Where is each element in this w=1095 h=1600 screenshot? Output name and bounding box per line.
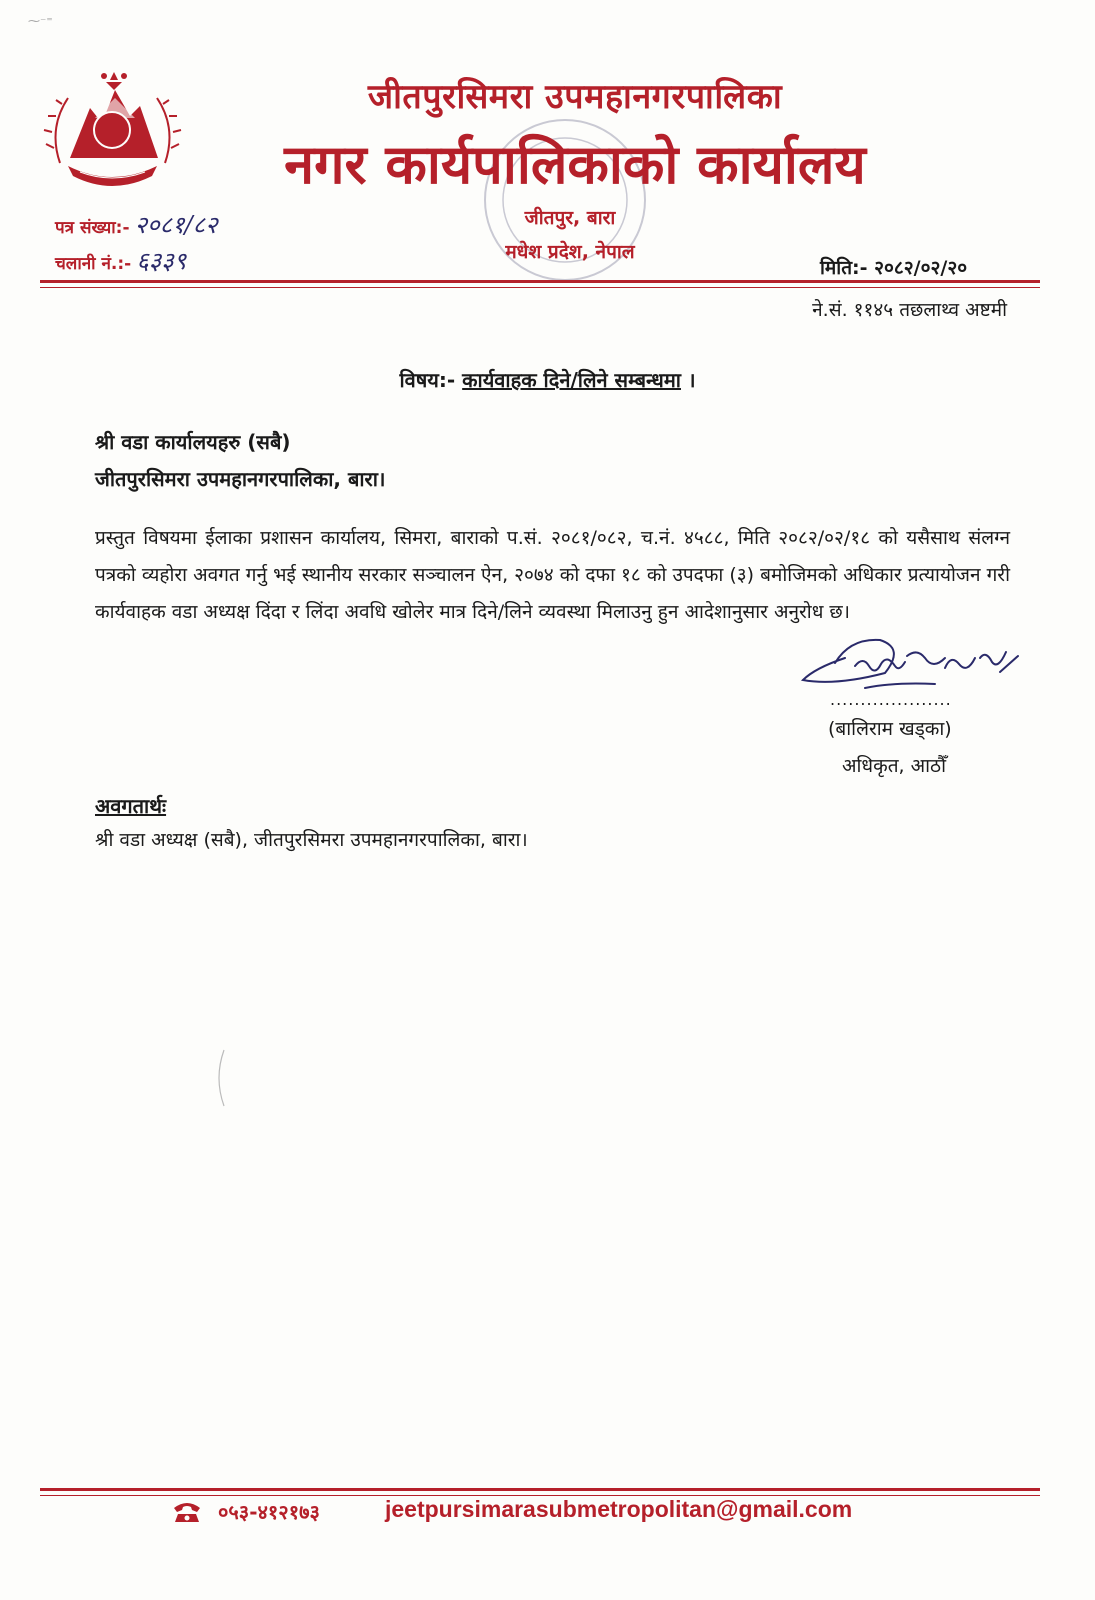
- recipient-line-2: जीतपुरसिमरा उपमहानगरपालिका, बारा।: [95, 467, 386, 491]
- office-name: नगर कार्यपालिकाको कार्यालय: [284, 133, 866, 196]
- nepal-sambat-date: ने.सं. ११४५ तछलाथ्व अष्टमी: [812, 299, 1007, 321]
- nepal-emblem-icon: [40, 68, 185, 198]
- address-line-2: मधेश प्रदेश, नेपाल: [505, 241, 635, 263]
- subject-label: विषय:-: [399, 368, 456, 392]
- signature-dots: ....................: [830, 690, 952, 709]
- telephone-icon: [172, 1500, 202, 1524]
- recipient-line-1: श्री वडा कार्यालयहरु (सबै): [95, 430, 291, 454]
- footer-rule: [40, 1488, 1040, 1491]
- patra-label: पत्र संख्या:-: [55, 218, 130, 238]
- signatory-post: अधिकृत, आठौँ: [842, 755, 947, 777]
- signatory-name: (बालिराम खड्का): [828, 718, 952, 740]
- date-value: २०८२/०२/२०: [874, 257, 968, 279]
- cc-heading: अवगतार्थः: [95, 794, 167, 818]
- subject-end: ।: [687, 368, 696, 392]
- letter-date: [820, 254, 967, 280]
- footer-phone: ०५३-४१२१७३: [218, 1500, 320, 1524]
- org-name: जीतपुरसिमरा उपमहानगरपालिका: [367, 77, 783, 117]
- cc-text: श्री वडा अध्यक्ष (सबै), जीतपुरसिमरा उपमहानगरपालिका, बारा।: [95, 829, 528, 851]
- scan-artifact-mark: [212, 1048, 226, 1108]
- patra-value: २०८१/८२: [134, 211, 218, 239]
- subject-line: [0, 366, 1095, 393]
- header-rule: [40, 280, 1040, 283]
- date-label: मिति:-: [820, 257, 868, 279]
- chalani-value: ६३३९: [136, 247, 187, 275]
- chalani-label: चलानी नं.:-: [55, 254, 132, 274]
- address-line-1: जीतपुर, बारा: [524, 207, 616, 229]
- subject-text: कार्यवाहक दिने/लिने सम्बन्धमा: [462, 368, 681, 392]
- patra-sankhya: [55, 208, 218, 241]
- letter-body: प्रस्तुत विषयमा ईलाका प्रशासन कार्यालय, सिमरा, बाराको प.सं. २०८१/०८२, च.नं. ४५८८, मिति २०८२/०२/१८ को यसैसाथ संलग्न पत्रको व्यहोरा अवगत गर्नु भई स्थानीय सरकार सञ्चालन ऐन, २०७४ को दफा १८ को उपदफा (३) बमोजिमको अधिकार प्रत्यायोजन गरी कार्यवाहक वडा अध्यक्ष दिंदा र लिंदा अवधि खोलेर मात्र दिने/लिने व्यवस्था मिलाउनु हुन आदेशानुसार अनुरोध छ।: [95, 527, 1010, 623]
- header-rule-thin: [40, 287, 1040, 288]
- chalani-number: [55, 244, 186, 277]
- footer-email[interactable]: jeetpursimarasubmetropolitan@gmail.com: [385, 1496, 853, 1522]
- scan-artifact: ⁓⁻⁼: [28, 14, 53, 28]
